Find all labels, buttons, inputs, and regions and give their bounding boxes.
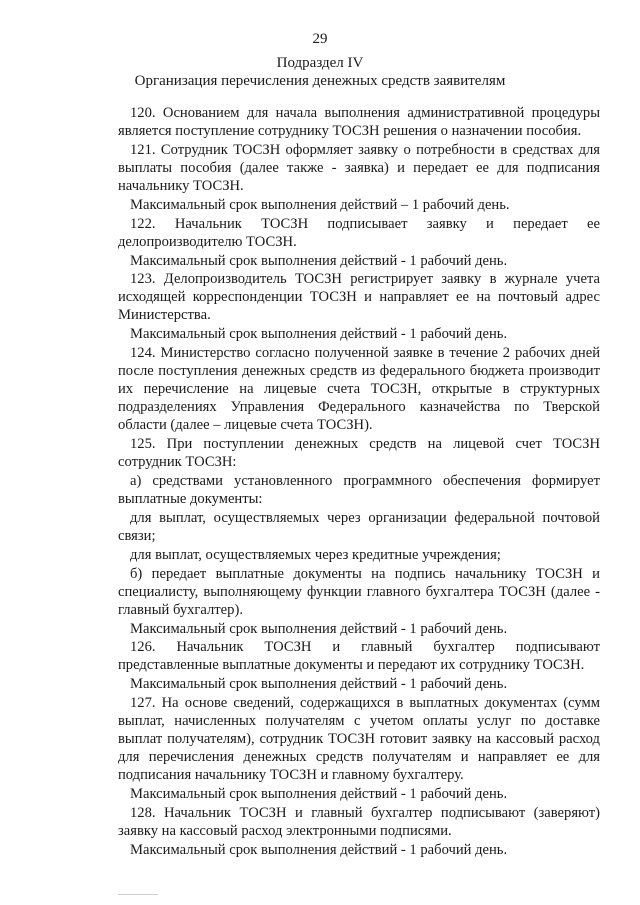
paragraph-124: 124. Министерство согласно полученной заявке в течение 2 рабочих дней после поступления денежных средств из федерального бюджета производит их перечисление на лицевые счета ТОСЗН, открытые в структурных подразделениях Управления Федерального казначейства по Тверской области (далее – лицевые счета ТОСЗН). (118, 345, 600, 434)
paragraph-125: 125. При поступлении денежных средств на лицевой счет ТОСЗН сотрудник ТОСЗН: (118, 436, 600, 471)
section-title: Подраздел IV (276, 55, 364, 71)
paragraph-120: 120. Основанием для начала выполнения административной процедуры является поступление сотруднику ТОСЗН решения о назначении пособия. (118, 105, 600, 140)
deadline-note: Максимальный срок выполнения действий - 1 рабочий день. (130, 620, 508, 637)
deadline-note: Максимальный срок выполнения действий - 1 рабочий день. (130, 252, 508, 269)
subitem-b: б) передает выплатные документы на подпись начальнику ТОСЗН и специалисту, выполняющему функции главного бухгалтера ТОСЗН (далее - главный бухгалтер). (118, 565, 600, 618)
paragraph-122: 122. Начальник ТОСЗН подписывает заявку и передает ее делопроизводителю ТОСЗН. (118, 215, 600, 250)
paragraph-128: 128. Начальник ТОСЗН и главный бухгалтер подписывают (заверяют) заявку на кассовый расход электронными подписями. (118, 804, 600, 840)
paragraph-121: 121. Сотрудник ТОСЗН оформляет заявку о потребности в средствах для выплаты пособия (далее также - заявка) и передает ее для подписания начальнику ТОСЗН. (118, 141, 600, 195)
paragraph-126: 126. Начальник ТОСЗН и главный бухгалтер подписывают представленные выплатные документы и передают их сотруднику ТОСЗН. (118, 639, 600, 674)
page-number: 29 (312, 31, 328, 47)
footer-rule (118, 894, 158, 895)
subitem-postal: для выплат, осуществляемых через организации федеральной почтовой связи; (118, 509, 600, 545)
subitem-a: а) средствами установленного программного обеспечения формирует выплатные документы: (118, 473, 600, 508)
deadline-note: Максимальный срок выполнения действий - 1 рабочий день. (130, 676, 508, 693)
paragraph-127: 127. На основе сведений, содержащихся в выплатных документах (сумм выплат, начисленных получателям с учетом оплаты услуг по доставке выплат получателям), сотрудник ТОСЗН готовит заявку на кассовый расход для перечисления денежных средств получателям и направляет ее для подписания начальнику ТОСЗН и главному бухгалтеру. (118, 695, 600, 784)
subitem-credit: для выплат, осуществляемых через кредитные учреждения; (130, 546, 501, 563)
paragraph-123: 123. Делопроизводитель ТОСЗН регистрирует заявку в журнале учета исходящей корреспонденции ТОСЗН и направляет ее на почтовый адрес Министерства. (118, 271, 600, 324)
deadline-note: Максимальный срок выполнения действий - 1 рабочий день. (130, 786, 508, 803)
document-body (118, 104, 600, 860)
deadline-note: Максимальный срок выполнения действий - 1 рабочий день. (130, 841, 508, 858)
deadline-note: Максимальный срок выполнения действий – 1 рабочий день. (130, 196, 510, 213)
deadline-note: Максимальный срок выполнения действий - 1 рабочий день. (130, 326, 508, 343)
section-subtitle: Организация перечисления денежных средств заявителям (134, 73, 506, 89)
